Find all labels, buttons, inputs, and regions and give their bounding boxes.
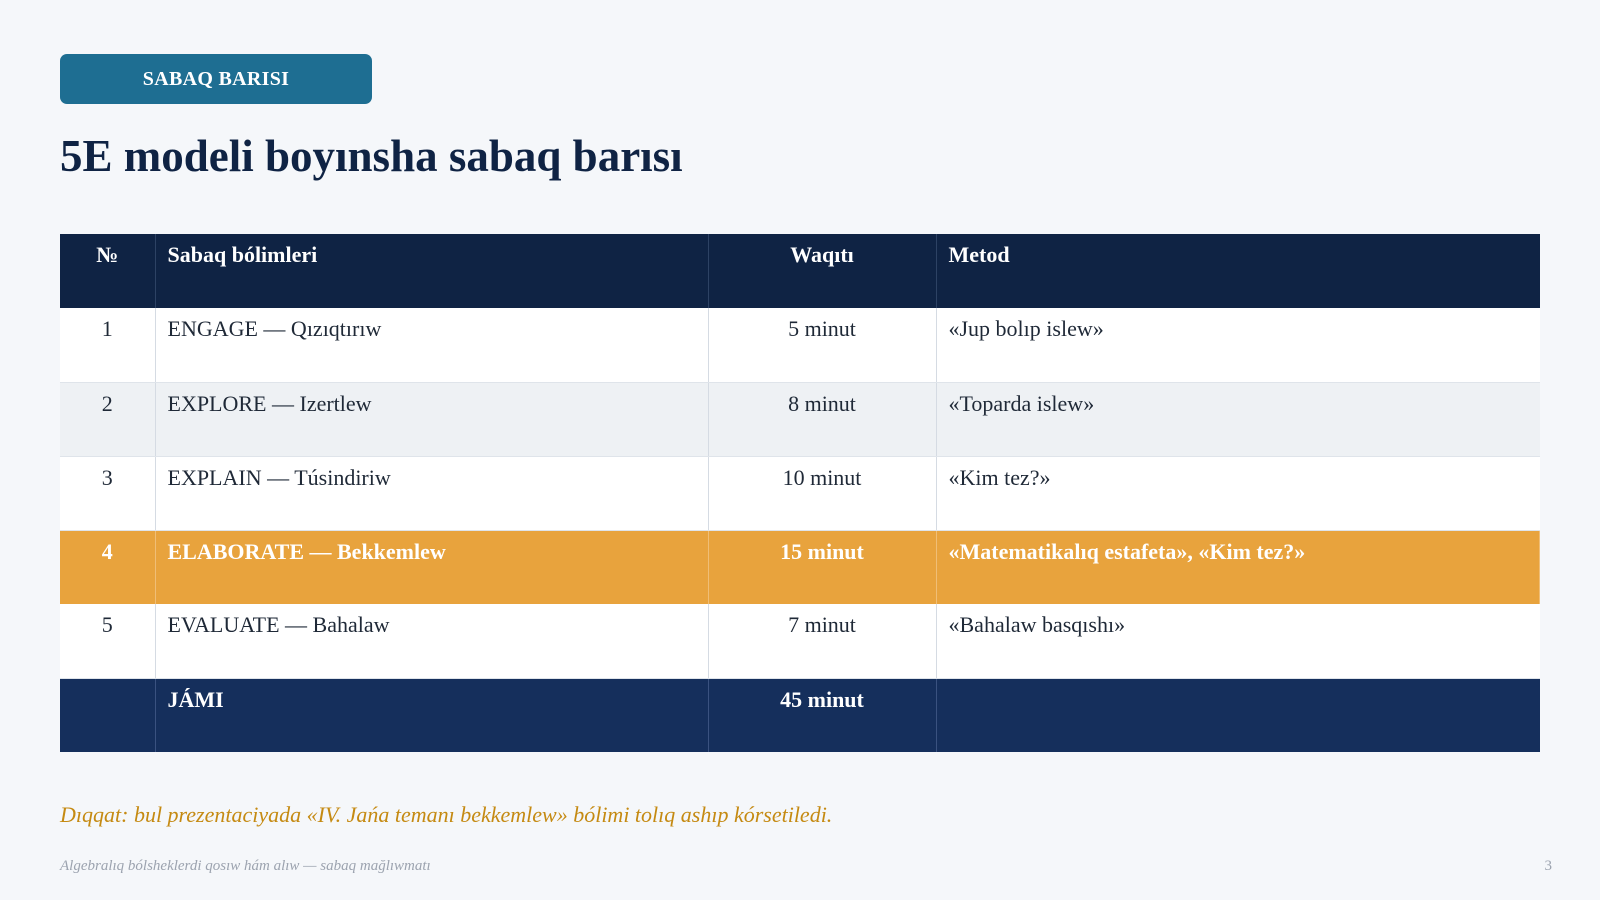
table-row — [60, 308, 1540, 382]
table-row — [60, 604, 1540, 678]
total-method-cell — [936, 678, 1540, 752]
page-title: 5E modeli boyınsha sabaq barısı — [60, 131, 683, 181]
table-total-row — [60, 678, 1540, 752]
row-time: 8 minut — [708, 382, 936, 456]
row-number: 3 — [60, 456, 155, 530]
row-time: 10 minut — [708, 456, 936, 530]
row-method: «Kim tez?» — [936, 456, 1540, 530]
header-number: № — [60, 234, 155, 308]
row-number: 4 — [60, 530, 155, 604]
row-section: EXPLORE — Izertlew — [155, 382, 708, 456]
row-number: 1 — [60, 308, 155, 382]
page-number: 3 — [1544, 858, 1552, 874]
lesson-plan-table — [60, 234, 1540, 752]
table-row — [60, 456, 1540, 530]
row-section: ENGAGE — Qızıqtırıw — [155, 308, 708, 382]
row-time: 7 minut — [708, 604, 936, 678]
header-section: Sabaq bólimleri — [155, 234, 708, 308]
total-number-cell — [60, 678, 155, 752]
note-text: Dıqqat: bul prezentaciyada «IV. Jańa temanı bekkemlew» bólimi tolıq ashıp kórsetiledi. — [60, 802, 833, 827]
row-method: «Toparda islew» — [936, 382, 1540, 456]
table-row-highlighted — [60, 530, 1540, 604]
table-header-row — [60, 234, 1540, 308]
footer-text: Algebralıq bólsheklerdi qosıw hám alıw — sabaq mağlıwmatı — [60, 858, 431, 874]
row-method: «Jup bolıp islew» — [936, 308, 1540, 382]
row-number: 2 — [60, 382, 155, 456]
row-method: «Matematikalıq estafeta», «Kim tez?» — [936, 530, 1540, 604]
header-time: Waqıtı — [708, 234, 936, 308]
total-time: 45 minut — [708, 678, 936, 752]
row-number: 5 — [60, 604, 155, 678]
row-time: 15 minut — [708, 530, 936, 604]
section-badge: SABAQ BARISI — [60, 54, 372, 104]
header-method: Metod — [936, 234, 1540, 308]
row-method: «Bahalaw basqıshı» — [936, 604, 1540, 678]
row-time: 5 minut — [708, 308, 936, 382]
table-row — [60, 382, 1540, 456]
row-section: EXPLAIN — Túsindiriw — [155, 456, 708, 530]
total-label: JÁMI — [155, 678, 708, 752]
row-section: EVALUATE — Bahalaw — [155, 604, 708, 678]
row-section: ELABORATE — Bekkemlew — [155, 530, 708, 604]
